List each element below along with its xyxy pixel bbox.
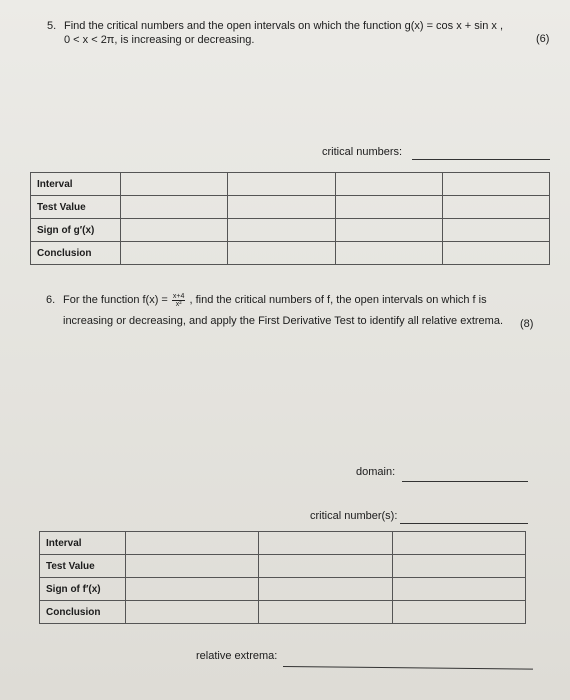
q6-prompt-line1-start: For the function f(x) =	[63, 294, 168, 306]
table-cell[interactable]	[126, 578, 259, 601]
table-cell[interactable]	[335, 173, 442, 196]
table-cell[interactable]	[259, 532, 392, 555]
table-cell[interactable]	[442, 219, 549, 242]
q5-points: (6)	[536, 33, 550, 45]
table-cell[interactable]	[442, 196, 549, 219]
table-cell[interactable]	[335, 219, 442, 242]
table-cell[interactable]	[259, 601, 392, 624]
table-cell[interactable]	[442, 173, 549, 196]
table-cell[interactable]	[121, 219, 228, 242]
q5-sign-chart-table	[30, 172, 550, 265]
q5-number: 5.	[47, 20, 57, 32]
q6-row-label-test-value: Test Value	[40, 555, 126, 578]
q5-row-label-conclusion: Conclusion	[31, 242, 121, 265]
q6-domain-line[interactable]	[402, 481, 528, 482]
q6-critical-numbers-label: critical number(s):	[310, 510, 398, 522]
table-cell[interactable]	[335, 196, 442, 219]
table-row	[40, 532, 526, 555]
q6-fraction-denominator: x²	[175, 300, 182, 308]
table-cell[interactable]	[126, 555, 259, 578]
table-cell[interactable]	[392, 555, 525, 578]
table-row	[31, 219, 550, 242]
q6-row-label-sign: Sign of f′(x)	[40, 578, 126, 601]
q6-fraction-numerator: x+4	[172, 292, 185, 300]
q5-row-label-sign: Sign of g′(x)	[31, 219, 121, 242]
table-row	[40, 601, 526, 624]
q6-points: (8)	[520, 318, 534, 330]
q6-number: 6.	[46, 294, 56, 306]
table-cell[interactable]	[392, 578, 525, 601]
table-cell[interactable]	[121, 196, 228, 219]
q5-row-label-test-value: Test Value	[31, 196, 121, 219]
table-cell[interactable]	[121, 173, 228, 196]
table-cell[interactable]	[392, 532, 525, 555]
table-row	[40, 578, 526, 601]
q6-prompt-line2: increasing or decreasing, and apply the First Derivative Test to identify all relative extrema.	[63, 315, 504, 327]
q6-critical-numbers-line[interactable]	[400, 523, 528, 524]
table-cell[interactable]	[335, 242, 442, 265]
table-row	[31, 173, 550, 196]
q6-prompt-line1	[63, 288, 533, 312]
q6-relative-extrema-line[interactable]	[283, 666, 533, 670]
q6-row-label-conclusion: Conclusion	[40, 601, 126, 624]
q5-prompt-line1: Find the critical numbers and the open intervals on which the function g(x) = cos x + sin x ,	[64, 20, 504, 32]
table-cell[interactable]	[259, 555, 392, 578]
q6-sign-chart-table	[39, 531, 526, 624]
q6-domain-label: domain:	[356, 466, 396, 478]
q6-prompt-line1-end: , find the critical numbers of f, the open intervals on which f is	[189, 294, 487, 306]
q6-row-label-interval: Interval	[40, 532, 126, 555]
table-cell[interactable]	[228, 196, 335, 219]
q5-critical-numbers-label: critical numbers:	[322, 146, 403, 158]
table-cell[interactable]	[228, 242, 335, 265]
q5-row-label-interval: Interval	[31, 173, 121, 196]
q5-critical-numbers-line[interactable]	[412, 159, 550, 160]
table-row	[40, 555, 526, 578]
table-cell[interactable]	[228, 173, 335, 196]
table-cell[interactable]	[121, 242, 228, 265]
table-cell[interactable]	[259, 578, 392, 601]
table-row	[31, 196, 550, 219]
q5-prompt-line2: 0 < x < 2π, is increasing or decreasing.	[64, 34, 255, 46]
q6-relative-extrema-label: relative extrema:	[196, 650, 278, 662]
table-cell[interactable]	[126, 532, 259, 555]
table-cell[interactable]	[228, 219, 335, 242]
table-cell[interactable]	[392, 601, 525, 624]
table-row	[31, 242, 550, 265]
table-cell[interactable]	[126, 601, 259, 624]
q6-function-fraction	[172, 293, 185, 308]
table-cell[interactable]	[442, 242, 549, 265]
